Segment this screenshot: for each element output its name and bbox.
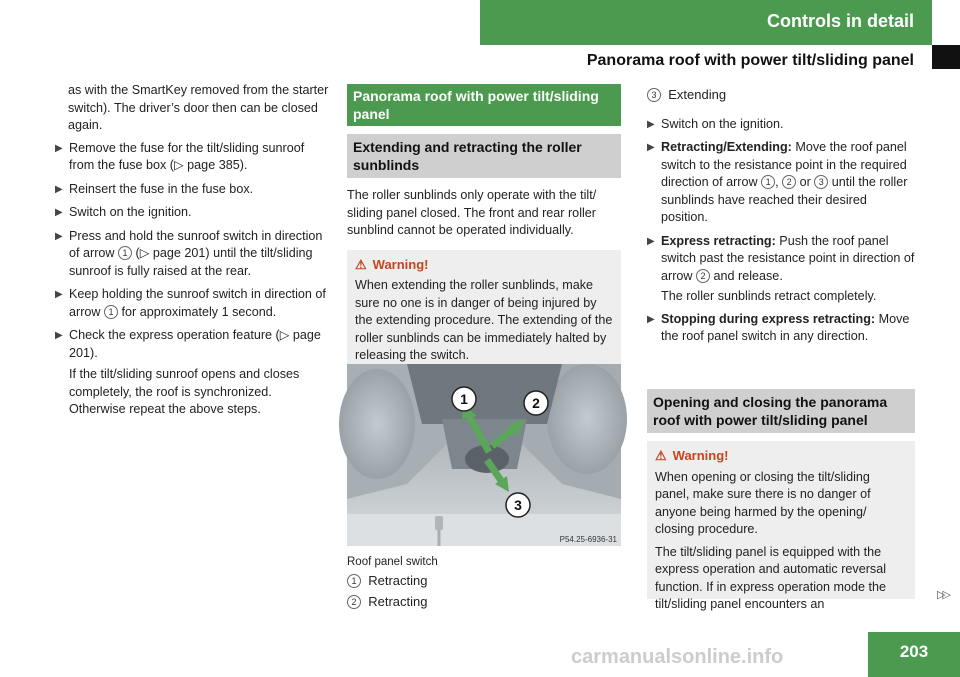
callout-1-label: 1 [460,391,468,407]
step-text: for approximately 1 second. [121,304,277,319]
callout-2-label: 2 [532,395,540,411]
retract-note: The roller sunblinds retract completely. [661,289,877,303]
step-arrow-icon: ▶ [647,142,655,153]
step-keep-holding [55,286,331,321]
step-text: Switch on the ignition. [661,116,784,131]
photo-caption: Roof panel switch [347,556,438,568]
step-text: and release. [713,268,783,283]
arrow-number: 2 [696,269,710,283]
watermark: carmanualsonline.info [571,646,784,668]
arrow-number: 1 [118,246,132,260]
step-arrow-icon: ▶ [647,235,655,247]
legend-item-1 [347,573,427,588]
step-text: Keep holding the sunroof switch in direction of arrow [69,287,326,319]
step-arrow-icon: ▶ [55,142,63,154]
callout-3-label: 3 [514,497,522,513]
legend-label: Extending [668,87,727,102]
step-text: or [799,175,811,189]
sync-note: If the tilt/sliding sunroof opens and closes completely, the roof is synchronized. Otherwise repeat the above steps. [69,367,300,416]
warning-title: Warning! [372,256,429,272]
legend-item-2 [347,594,427,609]
step-express-retract [647,233,915,286]
page-number: 203 [899,642,929,661]
step-text: (▷ page 201) until the tilt/sliding sunroof is fully raised at the rear. [69,246,313,278]
warning-title: Warning! [672,448,729,463]
warning-box [347,250,621,370]
legend-item-3 [647,86,915,104]
step-reinsert-fuse [55,181,331,199]
step-text: Remove the fuse for the tilt/sliding sunroof from the fuse box (▷ page 385). [69,140,305,172]
step-text: Push the roof panel switch past the resistance point in direction of arrow [661,233,915,283]
step-text: until the roller sunblinds have reached their desired position. [661,175,908,224]
arrow-number: 3 [814,175,828,189]
step-label: Retracting/Extending: [661,140,792,154]
step-retract-extend: ▶ Retracting/Extending: Move the roof panel switch to the resistance point in the required direction of arrow 1 , 2 or 3 until the roller sunblinds have reached their desired position. [647,140,908,224]
step-arrow-icon: ▶ [55,330,63,341]
legend-number: 1 [347,574,361,588]
warning-triangle-icon: ⚠ [355,256,367,272]
step-switch-ignition [647,116,915,134]
warning-triangle-icon: ⚠ [655,448,667,463]
roof-panel-switch-photo [347,364,621,546]
subsection-heading: Extending and retracting the roller sunblinds [347,134,621,178]
section-title: Controls in detail [766,11,914,31]
step-ignition [55,204,331,222]
right-lower-column [647,389,915,611]
photo-code: P54.25-6936-31 [559,535,617,544]
step-label: Stopping during express retracting: [661,311,876,326]
left-column [55,82,331,424]
warning-heading [355,256,613,274]
arrow-number: 2 [782,175,796,189]
warning-heading [655,447,907,465]
step-arrow-icon: ▶ [647,118,655,130]
warning-text: When extending the roller sunblinds, make sure no one is in danger of being injured by the extending procedure. The extending of the roller sunblinds can be immediately halted by releasing the switch. [355,278,613,362]
legend-label: Retracting [368,594,428,609]
section-header-bar [480,0,932,45]
step-label: Express retracting: [661,233,776,248]
step-remove-fuse [55,140,331,175]
warning-text: The tilt/sliding panel is equipped with the express operation and automatic reversal function. If in express operation mode the tilt/sliding panel encounters an [655,544,887,611]
legend-label: Retracting [368,573,428,588]
arrow-number: 1 [761,175,775,189]
step-arrow-icon: ▶ [55,289,63,300]
legend-number: 3 [647,88,661,102]
step-text: Press and hold the sunroof switch in direction of arrow [69,228,323,260]
warning-box [647,441,915,611]
subsection-heading: Opening and closing the panorama roof with power tilt/sliding panel [647,389,915,433]
step-text: Switch on the ignition. [69,205,192,219]
middle-column [347,84,621,370]
legend-number: 2 [347,595,361,609]
arrow-number: 1 [104,305,118,319]
step-text: Check the express operation feature (▷ page 201). [69,328,321,360]
step-stop-express [647,311,915,346]
right-column [647,86,915,352]
section-heading: Panorama roof with power tilt/sliding panel [347,84,621,126]
warning-text: When opening or closing the tilt/sliding panel, make sure there is no danger of anyone being harmed by the opening/ closing procedure. [655,469,871,536]
intro-text: as with the SmartKey removed from the starter switch). The driver’s door then can be closed again. [68,83,329,132]
sunblind-paragraph: The roller sunblinds only operate with the tilt/ sliding panel closed. The front and rear roller sunblind cannot be operated individually. [347,188,597,237]
step-arrow-icon: ▶ [55,183,63,195]
step-press-hold [55,228,331,281]
page-title: Panorama roof with power tilt/sliding panel [586,52,914,69]
step-arrow-icon: ▶ [55,230,63,242]
step-text: Move the roof panel switch to the resistance point in the required direction of arrow [661,140,907,189]
step-check-express [55,327,331,362]
step-text: Move the roof panel switch in any direction. [661,311,910,343]
page-number-box [868,632,960,677]
continue-arrows-icon: ▷▷ [937,589,948,601]
header-tab-marker [932,45,960,69]
step-arrow-icon: ▶ [55,207,63,218]
step-text: Reinsert the fuse in the fuse box. [69,181,254,196]
step-arrow-icon: ▶ [647,313,655,325]
